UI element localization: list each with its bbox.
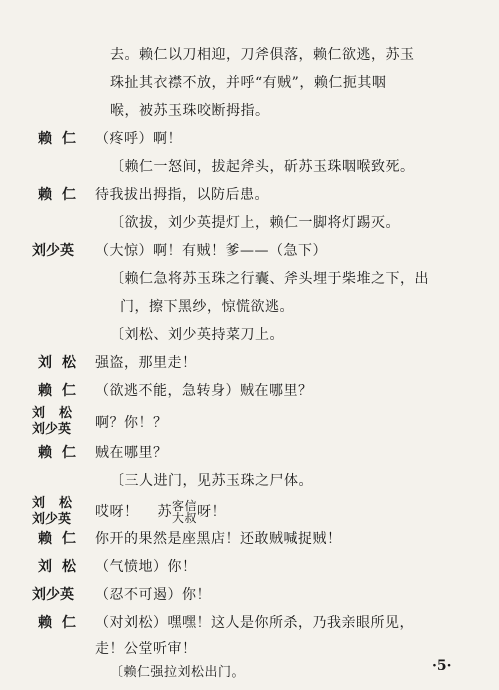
stage-direction-line: 〔三人进门，见苏玉珠之尸体。 — [110, 473, 313, 489]
speaker-pair — [32, 406, 86, 438]
stage-direction-line: 〔赖仁急将苏玉珠之行囊、斧头埋于柴堆之下，出 — [110, 271, 429, 287]
stage-direction-line: 〔赖仁强拉刘松出门。 — [110, 665, 246, 680]
dialogue-line: 走！公堂听审！ — [95, 641, 197, 657]
dialogue-line: （欲逃不能，急转身）贼在哪里？ — [95, 383, 313, 399]
speaker-lai-ren: 赖仁 — [38, 615, 86, 631]
dialogue-line: （大惊）啊！有贼！爹——（急下） — [95, 243, 327, 259]
speaker-liu-shao-ying: 刘少英 — [32, 422, 72, 437]
alt-address-upper: 客信 — [171, 499, 197, 513]
stage-direction-line: 〔赖仁一怒间，拔起斧头，斫苏玉珠咽喉致死。 — [110, 159, 415, 175]
dialogue-line: （疼呼）啊！ — [95, 131, 182, 147]
alternate-address — [172, 500, 197, 524]
stage-direction-line: 门，擦下黑纱，惊慌欲逃。 — [120, 299, 294, 315]
exclamation: 呀！ — [196, 504, 226, 520]
dialogue-line — [95, 500, 226, 524]
stage-direction-line: 珠扯其衣襟不放，并呼“有贼”，赖仁扼其咽 — [110, 75, 387, 91]
alt-address-lower: 大叔 — [171, 511, 197, 525]
dialogue-line: 贼在哪里？ — [95, 445, 168, 461]
stage-direction-line: 喉，被苏玉珠咬断拇指。 — [110, 103, 270, 119]
dialogue-line: （忍不可遏）你！ — [95, 587, 211, 603]
speaker-pair — [32, 496, 86, 528]
speaker-lai-ren: 赖仁 — [38, 187, 86, 203]
exclamation: 哎呀！ — [95, 504, 139, 520]
dialogue-line: 你开的果然是座黑店！还敢贼喊捉贼！ — [95, 531, 342, 547]
speaker-liu-song: 刘松 — [38, 559, 86, 575]
name-fragment: 苏 — [157, 504, 172, 520]
dialogue-line: 强盗，那里走！ — [95, 355, 197, 371]
dialogue-line: 待我拔出拇指，以防后患。 — [95, 187, 269, 203]
speaker-liu-song: 刘松 — [38, 355, 86, 371]
speaker-liu-shao-ying: 刘少英 — [32, 587, 74, 603]
dialogue-line: （对刘松）嘿嘿！这人是你所杀，乃我亲眼所见， — [95, 615, 414, 631]
page-number: ·5· — [432, 658, 452, 674]
dialogue-line: 啊？你！？ — [95, 415, 168, 431]
speaker-lai-ren: 赖仁 — [38, 445, 86, 461]
speaker-liu-song: 刘松 — [32, 406, 87, 421]
stage-direction-line: 〔刘松、刘少英持菜刀上。 — [110, 327, 284, 343]
stage-direction-line: 去。赖仁以刀相迎，刀斧俱落，赖仁欲逃，苏玉 — [110, 47, 415, 63]
dialogue-line: （气愤地）你！ — [95, 559, 197, 575]
speaker-lai-ren: 赖仁 — [38, 383, 86, 399]
speaker-liu-song: 刘松 — [32, 496, 87, 511]
speaker-lai-ren: 赖仁 — [38, 531, 86, 547]
speaker-liu-shao-ying: 刘少英 — [32, 512, 72, 527]
stage-direction-line: 〔欲拔，刘少英提灯上，赖仁一脚将灯踢灭。 — [110, 215, 400, 231]
speaker-liu-shao-ying: 刘少英 — [32, 243, 74, 259]
speaker-lai-ren: 赖仁 — [38, 131, 86, 147]
